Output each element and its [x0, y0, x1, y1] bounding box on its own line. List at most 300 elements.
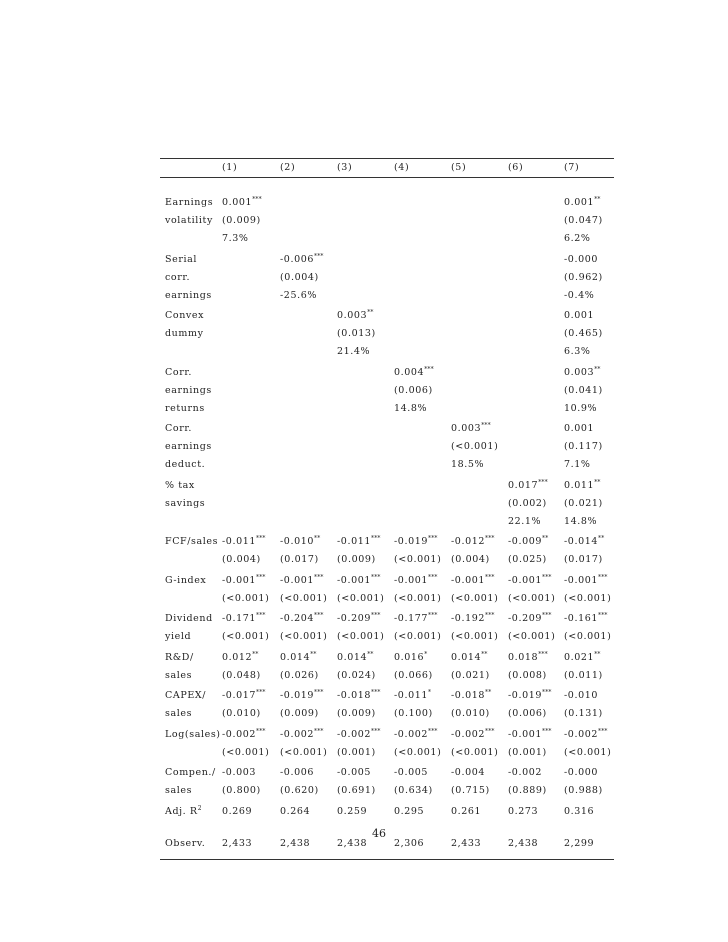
coefficient-value: -0.001 — [508, 728, 543, 740]
column-header: (2) — [280, 162, 296, 173]
coefficient-value: -0.002 — [508, 767, 543, 778]
significance-stars: *** — [256, 573, 266, 581]
coefficient — [451, 536, 495, 548]
significance-stars: *** — [314, 252, 324, 260]
column-header: (4) — [394, 162, 410, 173]
p-value: (0.962) — [564, 271, 603, 283]
significance-stars: *** — [314, 727, 324, 735]
coefficient-value: -0.005 — [394, 767, 429, 778]
coefficient-value: -0.209 — [337, 613, 372, 624]
p-value: (<0.001) — [451, 631, 499, 642]
p-value: (0.004) — [451, 554, 490, 565]
coefficient — [564, 729, 608, 741]
significance-stars: *** — [256, 535, 266, 542]
coefficient-value: -0.001 — [564, 574, 599, 586]
significance-stars: * — [424, 650, 428, 658]
significance-stars: *** — [538, 650, 548, 658]
percent-effect: 7.1% — [564, 459, 591, 470]
significance-stars: *** — [428, 573, 438, 581]
coefficient-value: 0.017 — [508, 479, 539, 491]
p-value: (0.048) — [222, 669, 261, 681]
coefficient — [394, 575, 438, 587]
coefficient — [564, 423, 594, 435]
coefficient-value: -0.002 — [337, 728, 372, 740]
p-value: (0.017) — [564, 554, 603, 565]
row-label: earnings — [165, 384, 212, 396]
coefficient — [564, 254, 598, 266]
significance-stars: *** — [598, 727, 608, 735]
p-value: (0.021) — [564, 497, 603, 509]
significance-stars: *** — [485, 612, 495, 619]
adj-r2-value: 0.261 — [451, 805, 482, 817]
column-header: (1) — [222, 162, 238, 173]
percent-effect: 14.8% — [564, 515, 598, 527]
significance-stars: ** — [310, 650, 317, 658]
p-value: (<0.001) — [564, 746, 612, 758]
observations-value: 2,438 — [508, 837, 539, 849]
coefficient — [394, 613, 438, 625]
header-bottom-rule — [160, 177, 614, 178]
significance-stars: ** — [594, 365, 601, 373]
coefficient-value: 0.011 — [564, 479, 595, 491]
coefficient — [394, 367, 434, 379]
coefficient — [508, 536, 548, 548]
coefficient — [222, 197, 262, 209]
coefficient — [222, 690, 266, 702]
percent-effect: 18.5% — [451, 459, 485, 470]
percent-effect: 7.3% — [222, 233, 249, 244]
coefficient — [564, 310, 594, 322]
percent-effect: 6.2% — [564, 233, 591, 244]
significance-stars: ** — [367, 309, 374, 316]
coefficient-value: -0.006 — [280, 767, 315, 778]
coefficient-value: -0.019 — [508, 690, 543, 701]
percent-effect: 10.9% — [564, 402, 598, 414]
p-value: (0.002) — [508, 497, 547, 509]
observations-value: 2,438 — [280, 837, 311, 849]
coefficient — [564, 367, 601, 379]
coefficient — [508, 575, 552, 587]
coefficient-value: -0.000 — [564, 253, 599, 265]
p-value: (<0.001) — [280, 631, 328, 642]
coefficient — [451, 613, 495, 625]
p-value: (0.047) — [564, 215, 603, 226]
coefficient — [508, 613, 552, 625]
significance-stars: *** — [481, 422, 491, 429]
percent-effect: 6.3% — [564, 346, 591, 357]
coefficient — [222, 652, 259, 664]
p-value: (0.024) — [337, 669, 376, 681]
coefficient-value: 0.003 — [564, 366, 595, 378]
significance-stars: * — [428, 689, 432, 696]
coefficient — [508, 767, 542, 779]
p-value: (0.021) — [451, 669, 490, 681]
significance-stars: *** — [428, 535, 438, 542]
coefficient — [280, 536, 320, 548]
p-value: (0.010) — [451, 708, 490, 719]
p-value: (0.001) — [508, 746, 547, 758]
coefficient — [280, 729, 324, 741]
significance-stars: ** — [481, 650, 488, 658]
coefficient — [394, 690, 431, 702]
p-value: (0.800) — [222, 785, 261, 796]
p-value: (0.001) — [337, 746, 376, 758]
table-top-rule — [160, 158, 614, 159]
coefficient — [394, 729, 438, 741]
significance-stars: *** — [371, 573, 381, 581]
row-label: G-index — [165, 574, 207, 586]
p-value: (0.100) — [394, 708, 433, 719]
row-label: yield — [165, 631, 192, 642]
coefficient-value: -0.011 — [222, 536, 257, 547]
significance-stars: *** — [256, 612, 266, 619]
row-label: Serial — [165, 253, 198, 265]
significance-stars: *** — [428, 612, 438, 619]
p-value: (0.013) — [337, 328, 376, 339]
page-number: 46 — [372, 827, 386, 840]
p-value: (<0.001) — [394, 592, 442, 604]
coefficient-value: -0.161 — [564, 613, 599, 624]
row-label: dummy — [165, 328, 204, 339]
coefficient-value: -0.018 — [451, 690, 486, 701]
coefficient-value: -0.001 — [337, 574, 372, 586]
adj-r2-value: 0.264 — [280, 805, 311, 817]
coefficient-value: 0.021 — [564, 651, 595, 663]
significance-stars: ** — [485, 689, 492, 696]
coefficient-value: -0.004 — [451, 767, 486, 778]
adj-r2-value: 0.269 — [222, 805, 253, 817]
p-value: (<0.001) — [564, 631, 612, 642]
significance-stars: *** — [371, 689, 381, 696]
coefficient — [508, 652, 548, 664]
coefficient — [564, 767, 598, 779]
p-value: (0.620) — [280, 785, 319, 796]
coefficient — [564, 652, 601, 664]
p-value: (<0.001) — [451, 592, 499, 604]
significance-stars: *** — [542, 573, 552, 581]
coefficient — [222, 729, 266, 741]
significance-stars: *** — [252, 196, 262, 203]
coefficient-value: -0.018 — [337, 690, 372, 701]
significance-stars: ** — [598, 535, 605, 542]
p-value: (<0.001) — [394, 631, 442, 642]
row-label: earnings — [165, 441, 212, 452]
coefficient-value: -0.002 — [280, 728, 315, 740]
p-value: (0.691) — [337, 785, 376, 796]
coefficient — [564, 197, 601, 209]
coefficient-value: -0.171 — [222, 613, 257, 624]
observations-value: 2,433 — [451, 837, 482, 849]
coefficient-value: -0.012 — [451, 536, 486, 547]
significance-stars: *** — [542, 689, 552, 696]
p-value: (0.009) — [222, 215, 261, 226]
coefficient-value: -0.010 — [280, 536, 315, 547]
p-value: (<0.001) — [508, 592, 556, 604]
p-value: (<0.001) — [222, 746, 270, 758]
coefficient — [337, 767, 371, 779]
coefficient — [508, 480, 548, 492]
coefficient — [222, 767, 256, 779]
coefficient-value: -0.204 — [280, 613, 315, 624]
coefficient-value: -0.003 — [222, 767, 257, 778]
coefficient — [564, 575, 608, 587]
coefficient-value: -0.019 — [394, 536, 429, 547]
coefficient — [451, 575, 495, 587]
coefficient — [337, 729, 381, 741]
coefficient — [564, 480, 601, 492]
coefficient — [337, 536, 381, 548]
significance-stars: *** — [424, 365, 434, 373]
coefficient — [337, 652, 374, 664]
observations-value: 2,306 — [394, 837, 425, 849]
percent-effect: 21.4% — [337, 346, 371, 357]
column-header: (3) — [337, 162, 353, 173]
coefficient-value: -0.002 — [222, 728, 257, 740]
coefficient-value: -0.011 — [337, 536, 372, 547]
coefficient — [337, 575, 381, 587]
coefficient — [280, 767, 314, 779]
row-label: deduct. — [165, 459, 206, 470]
coefficient-value: -0.011 — [394, 690, 429, 701]
coefficient — [394, 652, 427, 664]
coefficient — [222, 575, 266, 587]
coefficient-value: -0.177 — [394, 613, 429, 624]
percent-effect: -25.6% — [280, 289, 317, 301]
coefficient-value: -0.002 — [451, 728, 486, 740]
coefficient — [280, 254, 324, 266]
coefficient-value: -0.001 — [508, 574, 543, 586]
percent-effect: -0.4% — [564, 289, 595, 301]
significance-stars: *** — [371, 727, 381, 735]
significance-stars: ** — [542, 535, 549, 542]
significance-stars: *** — [428, 727, 438, 735]
p-value: (0.117) — [564, 441, 603, 452]
adj-r2-superscript: 2 — [197, 804, 202, 812]
coefficient — [564, 690, 598, 702]
p-value: (0.026) — [280, 669, 319, 681]
coefficient — [394, 536, 438, 548]
row-label: Earnings — [165, 197, 214, 208]
coefficient-value: 0.001 — [564, 423, 595, 434]
coefficient — [280, 575, 324, 587]
coefficient-value: 0.001 — [564, 197, 595, 208]
significance-stars: *** — [598, 573, 608, 581]
row-label: volatility — [165, 215, 213, 226]
significance-stars: *** — [542, 727, 552, 735]
adj-r2-label-text: Adj. R — [165, 805, 198, 817]
coefficient-value: -0.014 — [564, 536, 599, 547]
p-value: (0.988) — [564, 785, 603, 796]
p-value: (<0.001) — [280, 746, 328, 758]
coefficient-value: 0.016 — [394, 651, 425, 663]
coefficient-value: 0.018 — [508, 651, 539, 663]
row-label: FCF/sales — [165, 536, 219, 547]
significance-stars: *** — [314, 612, 324, 619]
row-label: Log(sales) — [165, 728, 221, 740]
coefficient — [222, 613, 266, 625]
coefficient — [222, 536, 266, 548]
p-value: (0.006) — [508, 708, 547, 719]
p-value: (<0.001) — [337, 592, 385, 604]
adj-r2-value: 0.259 — [337, 805, 368, 817]
p-value: (0.017) — [280, 554, 319, 565]
p-value: (<0.001) — [394, 554, 442, 565]
coefficient-value: -0.001 — [280, 574, 315, 586]
coefficient — [451, 652, 488, 664]
coefficient-value: -0.001 — [451, 574, 486, 586]
p-value: (0.008) — [508, 669, 547, 681]
adj-r2-value: 0.316 — [564, 805, 595, 817]
coefficient-value: 0.004 — [394, 366, 425, 378]
coefficient-value: 0.001 — [222, 197, 253, 208]
coefficient-value: 0.014 — [451, 651, 482, 663]
significance-stars: ** — [314, 535, 321, 542]
p-value: (<0.001) — [222, 631, 270, 642]
coefficient — [508, 729, 552, 741]
significance-stars: *** — [371, 612, 381, 619]
observations-value: 2,438 — [337, 837, 368, 849]
coefficient — [451, 690, 491, 702]
significance-stars: ** — [594, 478, 601, 486]
significance-stars: *** — [314, 689, 324, 696]
coefficient-value: -0.006 — [280, 253, 315, 265]
observations-value: 2,299 — [564, 837, 595, 849]
row-label: CAPEX/ — [165, 690, 207, 701]
coefficient-value: -0.019 — [280, 690, 315, 701]
row-label: R&D/ — [165, 651, 194, 663]
p-value: (0.011) — [564, 669, 603, 681]
p-value: (<0.001) — [564, 592, 612, 604]
coefficient-value: -0.002 — [564, 728, 599, 740]
coefficient-value: -0.001 — [394, 574, 429, 586]
p-value: (<0.001) — [451, 746, 499, 758]
percent-effect: 14.8% — [394, 402, 428, 414]
coefficient-value: -0.009 — [508, 536, 543, 547]
p-value: (0.004) — [222, 554, 261, 565]
significance-stars: *** — [598, 612, 608, 619]
p-value: (<0.001) — [394, 746, 442, 758]
column-header: (7) — [564, 162, 580, 173]
percent-effect: 22.1% — [508, 515, 542, 527]
row-label: Corr. — [165, 423, 193, 434]
p-value: (0.715) — [451, 785, 490, 796]
coefficient — [394, 767, 428, 779]
row-label: Dividend — [165, 613, 213, 624]
row-label: sales — [165, 669, 193, 681]
p-value: (0.066) — [394, 669, 433, 681]
row-label: Compen./ — [165, 767, 216, 778]
observations-label: Observ. — [165, 837, 206, 849]
coefficient-value: -0.001 — [222, 574, 257, 586]
coefficient-value: 0.012 — [222, 651, 253, 663]
p-value: (<0.001) — [451, 441, 499, 452]
coefficient-value: 0.003 — [451, 423, 482, 434]
significance-stars: *** — [485, 573, 495, 581]
row-label: corr. — [165, 271, 191, 283]
significance-stars: ** — [594, 650, 601, 658]
p-value: (<0.001) — [508, 631, 556, 642]
row-label: sales — [165, 785, 193, 796]
p-value: (0.465) — [564, 328, 603, 339]
significance-stars: *** — [314, 573, 324, 581]
row-label: sales — [165, 708, 193, 719]
p-value: (0.010) — [222, 708, 261, 719]
coefficient-value: -0.005 — [337, 767, 372, 778]
coefficient — [564, 536, 604, 548]
p-value: (0.009) — [280, 708, 319, 719]
significance-stars: ** — [367, 650, 374, 658]
significance-stars: *** — [371, 535, 381, 542]
coefficient-value: 0.001 — [564, 310, 595, 321]
coefficient — [508, 690, 552, 702]
coefficient-value: -0.000 — [564, 767, 599, 778]
p-value: (0.009) — [337, 554, 376, 565]
column-header: (5) — [451, 162, 467, 173]
coefficient — [337, 613, 381, 625]
row-label: returns — [165, 402, 205, 414]
significance-stars: ** — [594, 196, 601, 203]
p-value: (<0.001) — [280, 592, 328, 604]
coefficient — [280, 613, 324, 625]
coefficient — [451, 729, 495, 741]
coefficient — [451, 423, 491, 435]
observations-value: 2,433 — [222, 837, 253, 849]
p-value: (0.004) — [280, 271, 319, 283]
row-label: % tax — [165, 479, 195, 491]
coefficient-value: 0.014 — [280, 651, 311, 663]
coefficient — [564, 613, 608, 625]
p-value: (0.025) — [508, 554, 547, 565]
p-value: (0.009) — [337, 708, 376, 719]
row-label: Corr. — [165, 366, 193, 378]
significance-stars: *** — [485, 727, 495, 735]
coefficient — [337, 310, 374, 322]
significance-stars: *** — [256, 689, 266, 696]
coefficient-value: 0.014 — [337, 651, 368, 663]
coefficient — [451, 767, 485, 779]
p-value: (0.634) — [394, 785, 433, 796]
coefficient-value: 0.003 — [337, 310, 368, 321]
coefficient-value: -0.002 — [394, 728, 429, 740]
significance-stars: *** — [256, 727, 266, 735]
row-label: Convex — [165, 310, 205, 321]
p-value: (0.041) — [564, 384, 603, 396]
adj-r2-value: 0.273 — [508, 805, 539, 817]
p-value: (0.131) — [564, 708, 603, 719]
row-label: earnings — [165, 289, 212, 301]
column-header: (6) — [508, 162, 524, 173]
adj-r2-value: 0.295 — [394, 805, 425, 817]
coefficient — [280, 690, 324, 702]
p-value: (0.889) — [508, 785, 547, 796]
coefficient — [337, 690, 381, 702]
significance-stars: *** — [538, 478, 548, 486]
significance-stars: *** — [542, 612, 552, 619]
significance-stars: *** — [485, 535, 495, 542]
significance-stars: ** — [252, 650, 259, 658]
p-value: (<0.001) — [222, 592, 270, 604]
coefficient-value: -0.209 — [508, 613, 543, 624]
p-value: (0.006) — [394, 384, 433, 396]
coefficient — [280, 652, 317, 664]
table-bottom-rule — [160, 859, 614, 860]
row-label: savings — [165, 497, 206, 509]
adj-r2-label — [165, 806, 202, 818]
coefficient-value: -0.192 — [451, 613, 486, 624]
coefficient-value: -0.017 — [222, 690, 257, 701]
p-value: (<0.001) — [337, 631, 385, 642]
coefficient-value: -0.010 — [564, 690, 599, 701]
